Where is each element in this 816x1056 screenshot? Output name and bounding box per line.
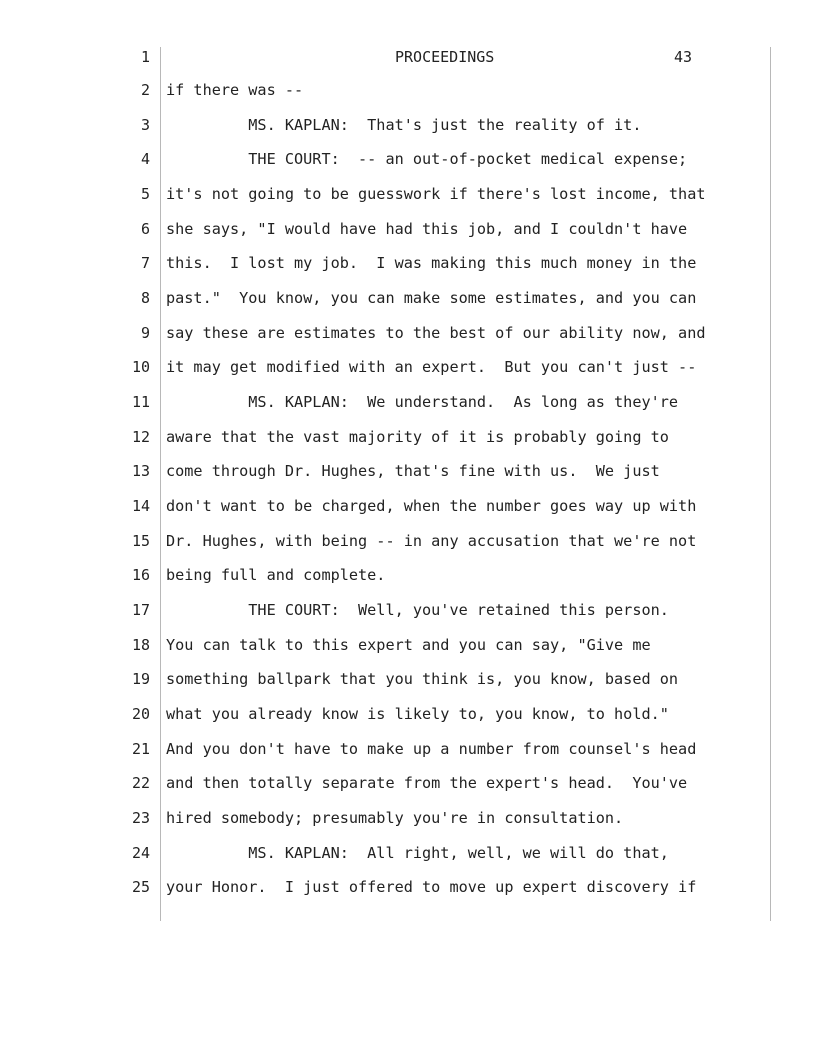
transcript-line-2 [0, 81, 816, 115]
line-number: 13 [131, 462, 150, 480]
line-number: 16 [131, 566, 150, 584]
line-text: this. I lost my job. I was making this much money in the [166, 254, 697, 272]
line-number: 11 [131, 393, 150, 411]
line-text: don't want to be charged, when the number goes way up with [166, 497, 697, 515]
line-number: 3 [140, 116, 150, 134]
transcript-line-15 [0, 532, 816, 566]
transcript-line-1 [0, 48, 816, 82]
transcript-line-6 [0, 220, 816, 254]
transcript-line-25 [0, 878, 816, 912]
line-text: what you already know is likely to, you know, to hold." [166, 705, 669, 723]
line-number: 6 [140, 220, 150, 238]
line-text: And you don't have to make up a number from counsel's head [166, 740, 697, 758]
line-number: 12 [131, 428, 150, 446]
line-text: say these are estimates to the best of our ability now, and [166, 324, 706, 342]
line-number: 7 [140, 254, 150, 272]
line-number: 17 [131, 601, 150, 619]
line-text: it's not going to be guesswork if there's lost income, that [166, 185, 706, 203]
line-text: MS. KAPLAN: All right, well, we will do that, [166, 844, 669, 862]
line-number: 9 [140, 324, 150, 342]
transcript-line-11 [0, 393, 816, 427]
page-number: 43 [674, 48, 693, 66]
transcript-line-3 [0, 116, 816, 150]
line-number: 5 [140, 185, 150, 203]
line-text: past." You know, you can make some estimates, and you can [166, 289, 697, 307]
transcript-line-19 [0, 670, 816, 704]
line-text: You can talk to this expert and you can say, "Give me [166, 636, 651, 654]
transcript-line-10 [0, 358, 816, 392]
line-number: 25 [131, 878, 150, 896]
line-text: MS. KAPLAN: That's just the reality of it. [166, 116, 642, 134]
transcript-line-22 [0, 774, 816, 808]
line-number: 23 [131, 809, 150, 827]
line-number: 8 [140, 289, 150, 307]
line-text: aware that the vast majority of it is probably going to [166, 428, 669, 446]
line-text: it may get modified with an expert. But you can't just -- [166, 358, 697, 376]
line-number: 18 [131, 636, 150, 654]
line-number: 22 [131, 774, 150, 792]
line-text: your Honor. I just offered to move up expert discovery if [166, 878, 697, 896]
transcript-line-16 [0, 566, 816, 600]
transcript-line-17 [0, 601, 816, 635]
line-text: something ballpark that you think is, you know, based on [166, 670, 679, 688]
transcript-line-21 [0, 740, 816, 774]
line-text: MS. KAPLAN: We understand. As long as they're [166, 393, 679, 411]
line-text: hired somebody; presumably you're in consultation. [166, 809, 624, 827]
line-number: 21 [131, 740, 150, 758]
transcript-line-5 [0, 185, 816, 219]
line-text: and then totally separate from the expert's head. You've [166, 774, 688, 792]
line-text: if there was -- [166, 81, 304, 99]
transcript-line-12 [0, 428, 816, 462]
line-text: THE COURT: Well, you've retained this person. [166, 601, 669, 619]
page-header-title: PROCEEDINGS [395, 48, 495, 66]
line-number: 15 [131, 532, 150, 550]
transcript-line-18 [0, 636, 816, 670]
transcript-line-24 [0, 844, 816, 878]
transcript-line-8 [0, 289, 816, 323]
transcript-line-9 [0, 324, 816, 358]
line-number: 2 [140, 81, 150, 99]
line-text: come through Dr. Hughes, that's fine with us. We just [166, 462, 660, 480]
line-text: THE COURT: -- an out-of-pocket medical expense; [166, 150, 688, 168]
line-number: 24 [131, 844, 150, 862]
line-number: 4 [140, 150, 150, 168]
transcript-line-20 [0, 705, 816, 739]
transcript-line-4 [0, 150, 816, 184]
transcript-line-14 [0, 497, 816, 531]
line-number: 19 [131, 670, 150, 688]
transcript-line-13 [0, 462, 816, 496]
line-number: 10 [131, 358, 150, 376]
line-number: 14 [131, 497, 150, 515]
line-text: Dr. Hughes, with being -- in any accusation that we're not [166, 532, 697, 550]
line-text: being full and complete. [166, 566, 386, 584]
line-text: she says, "I would have had this job, and I couldn't have [166, 220, 688, 238]
transcript-line-7 [0, 254, 816, 288]
transcript-line-23 [0, 809, 816, 843]
line-number: 20 [131, 705, 150, 723]
line-number: 1 [140, 48, 150, 66]
